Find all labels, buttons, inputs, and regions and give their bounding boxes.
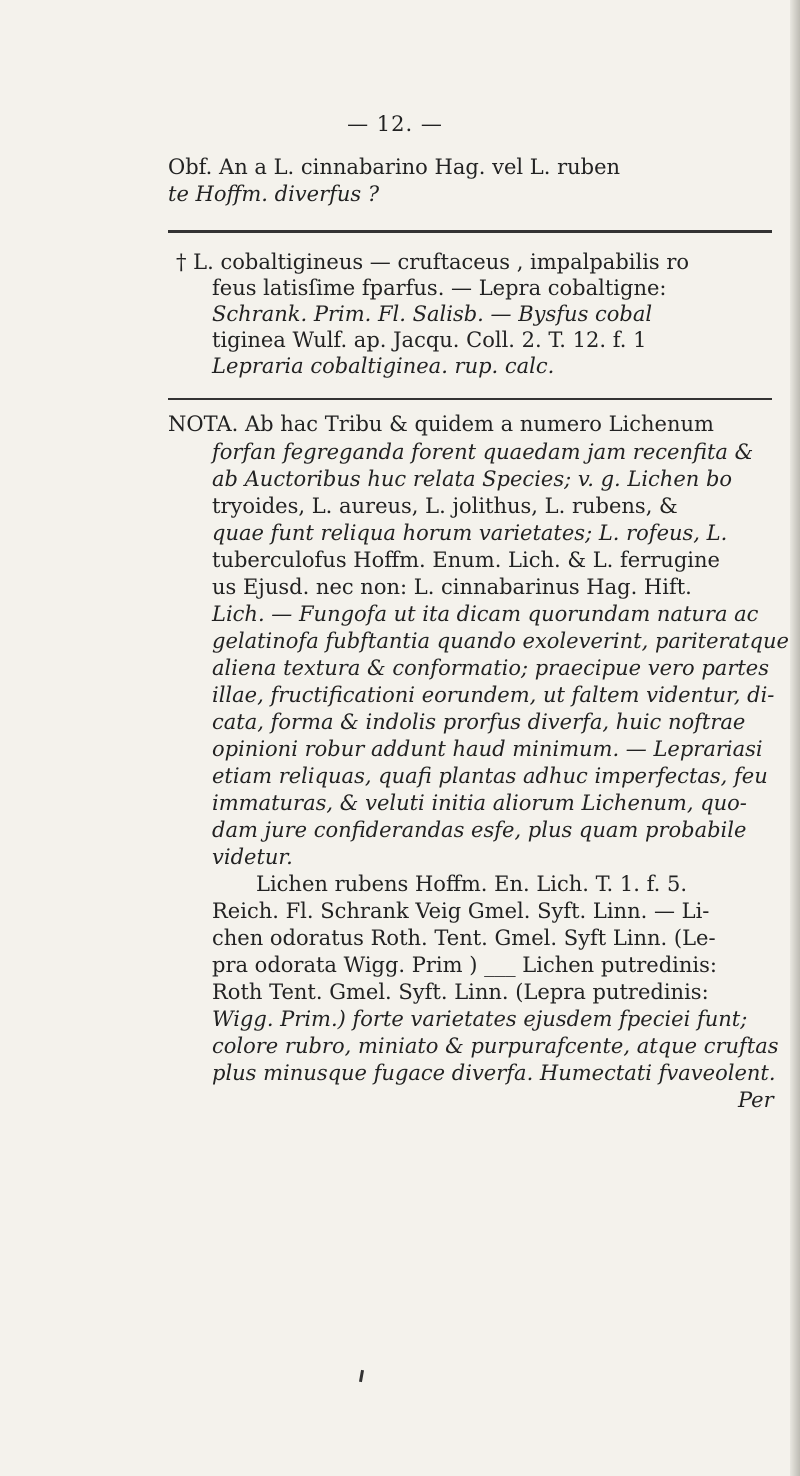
nota-text-1: NOTA. Ab hac Tribu & quidem a numero Lichenum [168,412,714,436]
nota-line-6 [212,546,720,574]
nota-text-13: opinioni robur addunt haud minimum. — Leprariasi [212,737,763,761]
nota-text-18: Lichen rubens Hoffm. En. Lich. T. 1. f. 5. [256,872,688,896]
nota-line-3 [212,465,732,493]
nota-line-16 [212,816,746,844]
nota-text-8: Lich. — Fungofa ut ita dicam quorundam natura ac [212,602,759,626]
entry-line-4 [212,326,646,354]
nota-text-21: pra odorata Wigg. Prim ) ___ Lichen putredinis: [212,953,717,977]
section-divider-top [168,230,772,233]
nota-text-19: Reich. Fl. Schrank Veig Gmel. Syft. Linn. — Li- [212,899,710,923]
entry-line-3 [212,300,652,328]
catchword [738,1086,774,1114]
nota-text-10: aliena textura & conformatio; praecipue vero partes [212,656,770,680]
nota-line-5 [212,519,727,547]
catchword-text: Per [738,1088,774,1112]
nota-text-11: illae, fructificationi eorundem, ut faltem videntur, di- [212,683,775,707]
nota-text-15: immaturas, & veluti initia aliorum Lichenum, quo- [212,791,747,815]
nota-line-2 [212,438,753,466]
page-number: — 12. — [347,112,443,136]
nota-line-23 [212,1005,747,1033]
obs-line-1 [168,153,620,181]
entry-text-2: feus latisſime fparfus. — Lepra cobaltigne: [212,276,667,300]
nota-line-7 [212,573,692,601]
nota-text-4: tryoides, L. aureus, L. jolithus, L. rubens, & [212,494,678,518]
nota-line-18 [256,870,687,898]
nota-text-22: Roth Tent. Gmel. Syft. Linn. (Lepra putredinis: [212,980,709,1004]
nota-text-23: Wigg. Prim.) forte varietates ejusdem fpeciei funt; [212,1007,748,1031]
obs-text-2: te Hoffm. diverfus ? [168,182,380,206]
nota-line-10 [212,654,769,682]
nota-line-8 [212,600,758,628]
nota-text-6: tuberculofus Hoffm. Enum. Lich. & L. ferrugine [212,548,720,572]
entry-line-1 [176,248,689,276]
nota-text-24: colore rubro, miniato & purpurafcente, atque cruftas [212,1034,779,1058]
obs-line-2 [168,180,379,208]
nota-line-24 [212,1032,779,1060]
nota-line-4 [212,492,678,520]
nota-text-14: etiam reliquas, quafi plantas adhuc imperfectas, feu [212,764,768,788]
obs-text-1: Obf. An a L. cinnabarino Hag. vel L. ruben [168,155,621,179]
nota-text-20: chen odoratus Roth. Tent. Gmel. Syft Linn. (Le- [212,926,716,950]
nota-text-12: cata, forma & indolis prorfus diverfa, huic noftrae [212,710,746,734]
nota-line-9 [212,627,789,655]
entry-text-3: Schrank. Prim. Fl. Salisb. — Bysfus cobal [212,302,653,326]
entry-text-1: † L. cobaltigineus — cruftaceus , impalpabilis ro [176,250,690,274]
nota-line-12 [212,708,745,736]
nota-text-25: plus minusque fugace diverfa. Humectati fvaveolent. [212,1061,776,1085]
nota-text-16: dam jure confiderandas esfe, plus quam probabile [212,818,747,842]
nota-text-17: videtur. [212,845,293,869]
nota-line-13 [212,735,763,763]
nota-line-22 [212,978,709,1006]
stray-ink-mark [359,1370,364,1382]
nota-text-7: us Ejusd. nec non: L. cinnabarinus Hag. Hift. [212,575,692,599]
entry-text-5: Lepraria cobaltiginea. rup. calc. [212,354,555,378]
nota-text-2: forfan fegreganda forent quaedam jam recenfita & [212,440,754,464]
nota-line-19 [212,897,709,925]
page-edge-shadow [790,0,800,1476]
nota-line-21 [212,951,717,979]
nota-line-25 [212,1059,776,1087]
nota-line-15 [212,789,747,817]
nota-line-14 [212,762,768,790]
entry-text-4: tiginea Wulf. ap. Jacqu. Coll. 2. T. 12. f. 1 [212,328,647,352]
nota-line-11 [212,681,774,709]
nota-text-5: quae funt reliqua horum varietates; L. rofeus, L. [212,521,728,545]
nota-text-9: gelatinofa fubftantia quando exoleverint, pariteratque [212,629,789,653]
nota-line-20 [212,924,716,952]
entry-line-5 [212,352,554,380]
nota-text-3: ab Auctoribus huc relata Species; v. g. Lichen bo [212,467,733,491]
section-divider-bottom [168,398,772,400]
entry-line-2 [212,274,666,302]
nota-line-1 [168,410,714,438]
nota-line-17 [212,843,293,871]
